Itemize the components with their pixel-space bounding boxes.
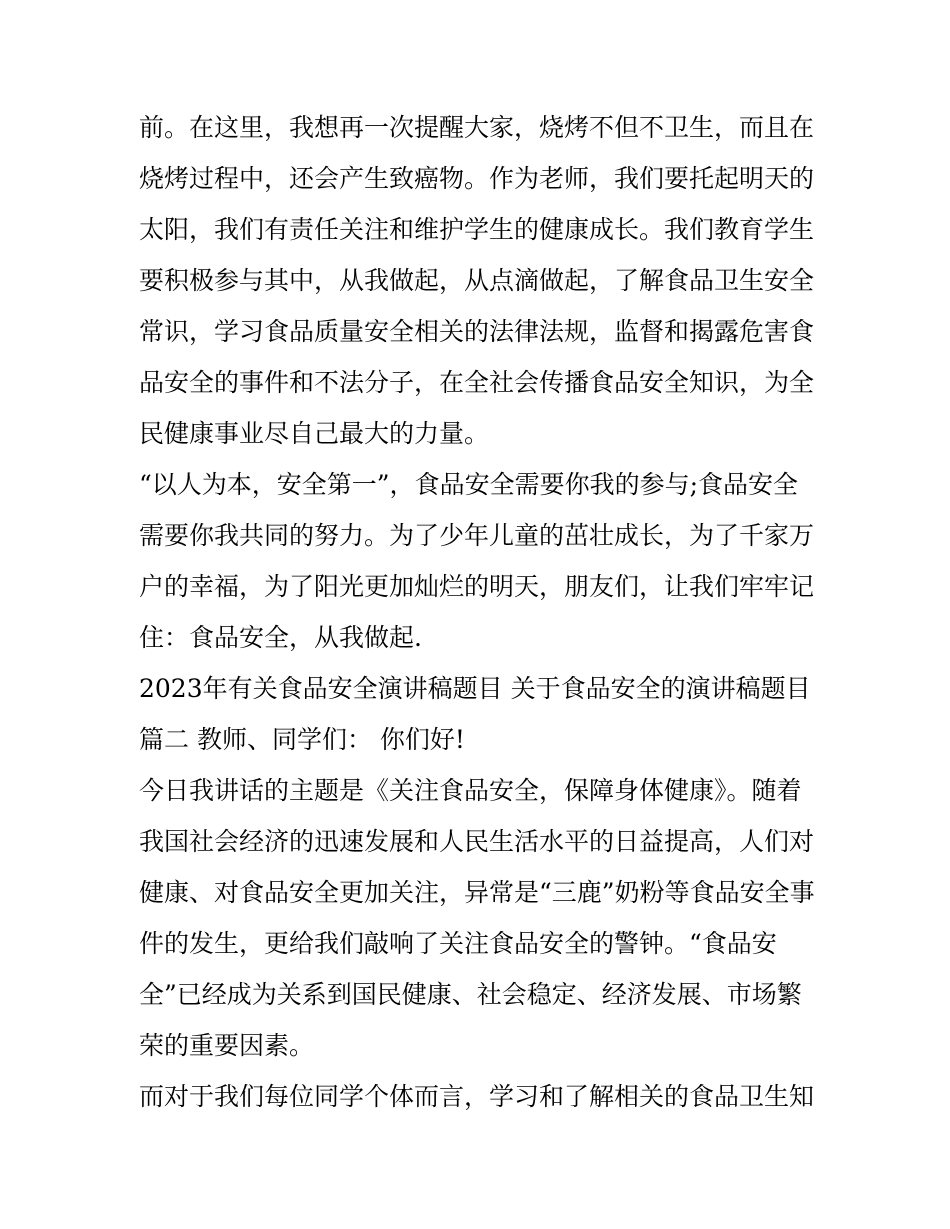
text-line: 需要你我共同的努力。为了少年儿童的茁壮成长，为了千家万 xyxy=(139,521,815,550)
text-line: 荣的重要因素。 xyxy=(139,1031,315,1060)
text-line: 烧烤过程中，还会产生致癌物。作为老师，我们要托起明天的 xyxy=(139,164,815,193)
text-line: 太阳，我们有责任关注和维护学生的健康成长。我们教育学生 xyxy=(139,215,815,244)
text-line: 件的发生，更给我们敲响了关注食品安全的警钟。“食品安 xyxy=(139,929,777,958)
text-line: 篇二 教师、同学们： 你们好! xyxy=(139,725,465,754)
text-line: 全”已经成为关系到国民健康、社会稳定、经济发展、市场繁 xyxy=(139,980,802,1009)
text-line: 前。在这里，我想再一次提醒大家，烧烤不但不卫生，而且在 xyxy=(139,113,815,142)
text-line: 要积极参与其中，从我做起，从点滴做起，了解食品卫生安全 xyxy=(139,266,815,295)
text-line: 民健康事业尽自己最大的力量。 xyxy=(139,419,490,448)
heading-line: 2023年有关食品安全演讲稿题目 关于食品安全的演讲稿题目 xyxy=(139,674,811,703)
text-line: 我国社会经济的迅速发展和人民生活水平的日益提高，人们对 xyxy=(139,827,815,856)
text-line: “以人为本，安全第一”，食品安全需要你我的参与;食品安全 xyxy=(139,470,798,499)
text-line: 品安全的事件和不法分子，在全社会传播食品安全知识，为全 xyxy=(139,368,815,397)
text-line: 户的幸福，为了阳光更加灿烂的明天，朋友们，让我们牢牢记 xyxy=(139,572,815,601)
document-body xyxy=(139,102,829,1122)
text-line: 住：食品安全，从我做起. xyxy=(139,623,422,652)
text-line: 而对于我们每位同学个体而言，学习和了解相关的食品卫生知 xyxy=(139,1082,815,1111)
text-line: 健康、对食品安全更加关注，异常是“三鹿”奶粉等食品安全事 xyxy=(139,878,815,907)
text-line: 今日我讲话的主题是《关注食品安全，保障身体健康》。随着 xyxy=(139,776,802,805)
text-line: 常识，学习食品质量安全相关的法律法规，监督和揭露危害食 xyxy=(139,317,815,346)
